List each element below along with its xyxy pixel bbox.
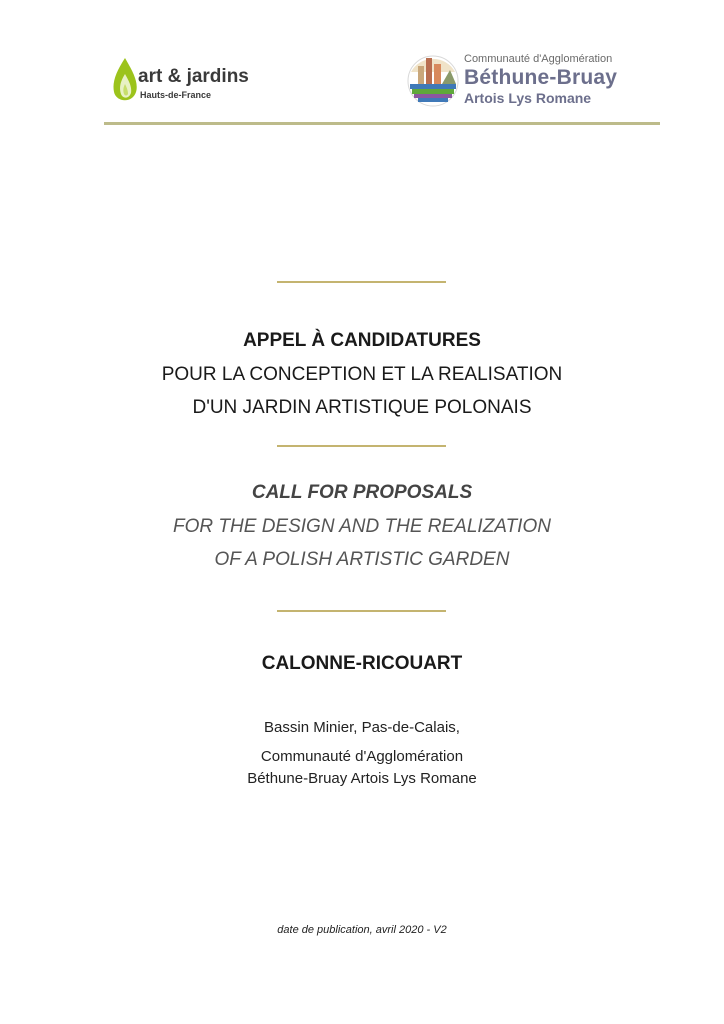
section-divider-middle	[277, 445, 446, 447]
section-divider-bottom	[277, 610, 446, 612]
art-et-jardins-logo	[110, 56, 270, 108]
art-et-jardins-name: art & jardins	[138, 66, 249, 87]
address-line2: Communauté d'Agglomération	[260, 748, 464, 765]
section-divider-top	[277, 281, 446, 283]
header-divider	[104, 122, 660, 125]
english-subtitle-line2: OF A POLISH ARTISTIC GARDEN	[214, 549, 510, 570]
art-et-jardins-region: Hauts-de-France	[140, 90, 212, 100]
address-line3: Béthune-Bruay Artois Lys Romane	[247, 770, 477, 787]
french-subtitle-line2: D'UN JARDIN ARTISTIQUE POLONAIS	[192, 397, 532, 418]
address-line1: Bassin Minier, Pas-de-Calais,	[264, 719, 460, 736]
town-emblem-icon	[406, 52, 460, 110]
french-title: APPEL À CANDIDATURES	[243, 330, 481, 351]
publication-date: date de publication, avril 2020 - V2	[277, 924, 447, 936]
french-subtitle-line1: POUR LA CONCEPTION ET LA REALISATION	[161, 364, 563, 385]
community-name: Béthune-Bruay	[464, 66, 618, 89]
english-subtitle-line1: FOR THE DESIGN AND THE REALIZATION	[173, 516, 551, 537]
bethune-bruay-logo	[406, 52, 636, 112]
english-title: CALL FOR PROPOSALS	[251, 482, 473, 503]
city-heading: CALONNE-RICOUART	[261, 653, 463, 674]
community-label: Communauté d'Agglomération	[464, 53, 613, 65]
leaf-flame-icon	[110, 56, 140, 108]
community-subname: Artois Lys Romane	[464, 90, 592, 106]
